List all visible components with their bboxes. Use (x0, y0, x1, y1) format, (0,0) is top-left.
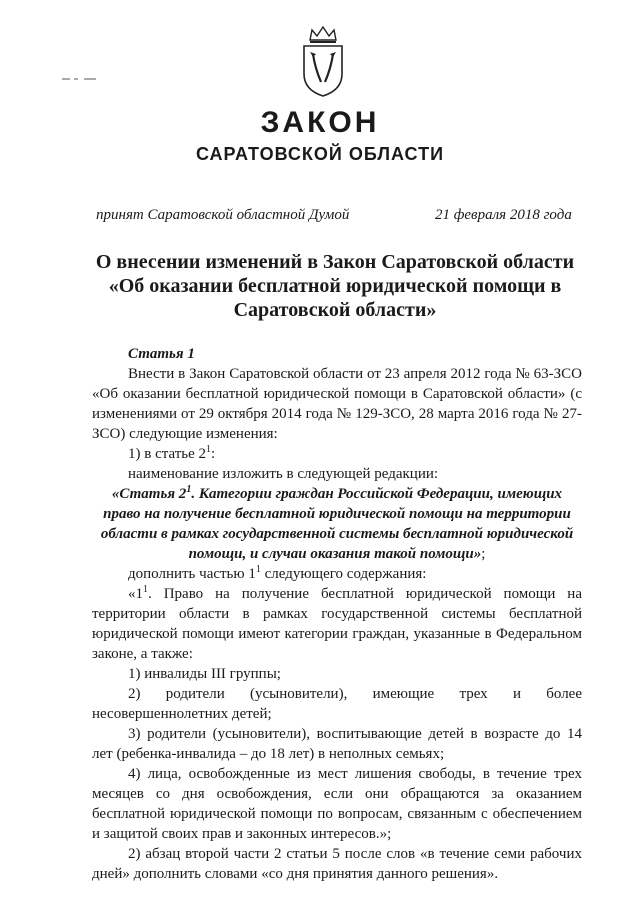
adopted-by: принят Саратовской областной Думой (96, 207, 350, 223)
new-article-title: «Статья $2^1$. Категории граждан Российской Федерации, имеющих право на получение бесплатной юридической помощи на территории области в рамках государственной системы бесплатной юридической помощи, и случаи оказания такой помощи»; (100, 484, 574, 562)
amendment-item: 1) в статье $2^1$: (128, 444, 216, 462)
adoption-date: 21 февраля 2018 года (435, 207, 572, 223)
amendment-item: 2) абзац второй части 2 статьи 5 после слов «в течение семи рабочих дней» дополнить словами «со дня принятия данного решения». (92, 846, 582, 882)
document-subtitle: САРАТОВСКОЙ ОБЛАСТИ (195, 144, 445, 164)
article-body (92, 344, 582, 884)
list-item: 2) родители (усыновители), имеющие трех и более несовершеннолетних детей; (92, 686, 582, 722)
coat-of-arms-icon (298, 24, 348, 98)
list-item: 4) лица, освобожденные из мест лишения свободы, в течение трех месяцев со дня освобождения, если они обращаются за оказанием бесплатной юридической помощи по вопросам, связанным с обеспечением и защитой своих прав и законных интересов.»; (92, 766, 582, 842)
law-heading-line: Саратовской области» (233, 299, 437, 321)
document-title: ЗАКОН (260, 106, 380, 139)
law-heading (80, 250, 590, 322)
article-intro: Внести в Закон Саратовской области от 23 апреля 2012 года № 63-ЗСО «Об оказании бесплатной юридической помощи в Саратовской области» (с изменениями от 29 октября 2014 года № 129-ЗСО, 28 марта 2016 года № 27-ЗСО) следующие изменения: (92, 366, 582, 442)
list-item: 1) инвалиды III группы; (128, 666, 281, 682)
amendment-instruction: наименование изложить в следующей редакции: (128, 466, 439, 482)
law-heading-line: «Об оказании бесплатной юридической помощи в (108, 275, 562, 297)
list-item: 3) родители (усыновители), воспитывающие детей в возрасте до 14 лет (ребенка-инвалида – до 18 лет) в неполных семьях; (92, 726, 582, 762)
new-part-text: «$1^1$. Право на получение бесплатной юридической помощи на территории области в рамках государственной системы бесплатной юридической помощи имеют категории граждан, указанные в Федеральном законе, а также: (92, 584, 582, 662)
article-label: Статья 1 (128, 346, 195, 362)
amendment-instruction: дополнить частью $1^1$ следующего содержания: (128, 564, 427, 582)
scan-mark (62, 76, 98, 82)
law-heading-line: О внесении изменений в Закон Саратовской области (95, 251, 575, 273)
